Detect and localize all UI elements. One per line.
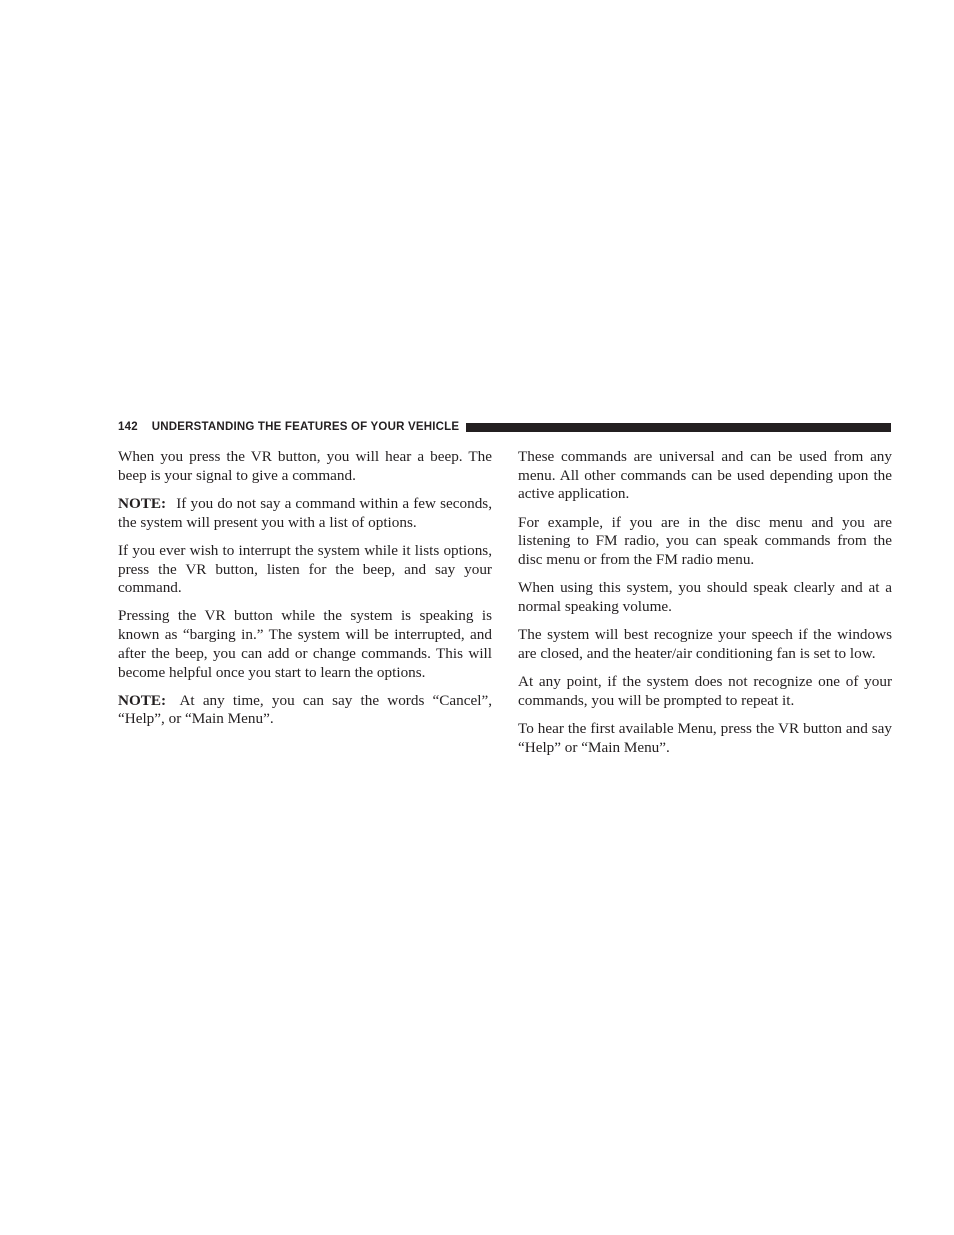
right-column — [518, 448, 892, 767]
section-title: UNDERSTANDING THE FEATURES OF YOUR VEHICLE — [151, 421, 460, 433]
note-cancel-help — [118, 692, 492, 729]
note-label: NOTE: — [118, 691, 167, 709]
paragraph-speak-clearly: When using this system, you should speak clearly and at a normal speaking volume. — [518, 579, 892, 615]
note-text: At any time, you can say the words “Cancel”, “Help”, or “Main Menu”. — [118, 691, 492, 728]
left-column — [118, 448, 492, 739]
paragraph-universal-commands: These commands are universal and can be used from any menu. All other commands can be used depending upon the active application. — [518, 448, 892, 503]
note-text: If you do not say a command within a few seconds, the system will present you with a list of options. — [118, 494, 492, 531]
note-no-command — [118, 495, 492, 532]
paragraph-repeat: At any point, if the system does not recognize one of your commands, you will be prompted to repeat it. — [518, 673, 892, 709]
paragraph-first-menu: To hear the first available Menu, press the VR button and say “Help” or “Main Menu”. — [518, 719, 892, 756]
header-rule — [466, 423, 891, 432]
paragraph-recognition: The system will best recognize your speech if the windows are closed, and the heater/air conditioning fan is set to low. — [518, 626, 892, 662]
page-header — [118, 419, 891, 435]
note-label: NOTE: — [118, 494, 167, 512]
paragraph-example: For example, if you are in the disc menu and you are listening to FM radio, you can speak commands from the disc menu or from the FM radio menu. — [518, 513, 892, 569]
paragraph-interrupt: If you ever wish to interrupt the system while it lists options, press the VR button, listen for the beep, and say your command. — [118, 541, 492, 597]
paragraph-barging-in: Pressing the VR button while the system is speaking is known as “barging in.” The system will be interrupted, and after the beep, you can add or change commands. This will become helpful once you start to learn the options. — [118, 607, 492, 681]
paragraph-vr-beep: When you press the VR button, you will hear a beep. The beep is your signal to give a command. — [118, 448, 492, 484]
page-number: 142 — [118, 421, 138, 433]
